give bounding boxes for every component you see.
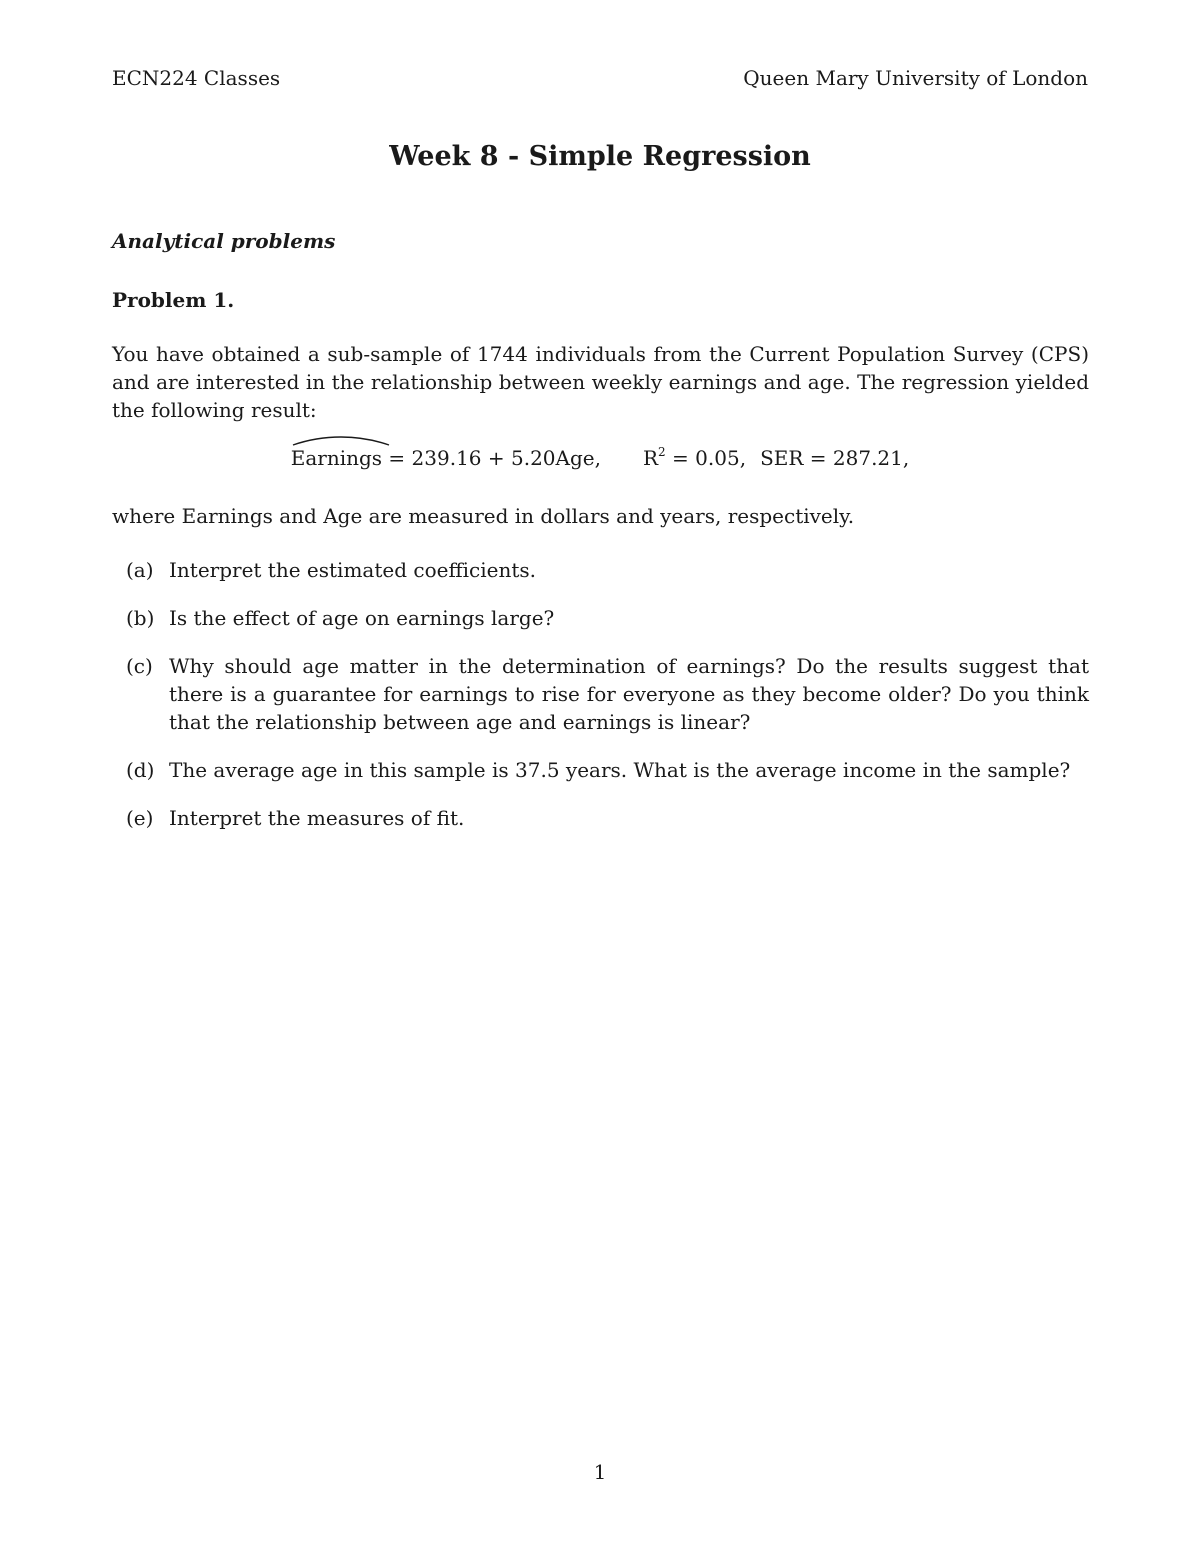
earnings-hat-variable: [291, 446, 382, 470]
problem-title: Problem 1.: [112, 288, 235, 312]
question-item: [112, 604, 1089, 632]
question-text: Is the effect of age on earnings large?: [169, 606, 555, 630]
question-text: Interpret the estimated coefficients.: [169, 558, 537, 582]
equation-rhs: = 239.16 + 5.20Age,: [382, 446, 601, 470]
question-label: (b): [126, 606, 155, 630]
r-squared-value: = 0.05,: [665, 446, 747, 470]
question-item: [112, 652, 1089, 736]
question-text: Interpret the measures of fit.: [169, 806, 465, 830]
question-label: (a): [126, 558, 154, 582]
question-item: [112, 756, 1089, 784]
regression-equation: [0, 446, 1200, 470]
r-squared-exponent: 2: [658, 445, 666, 459]
ser-value: SER = 287.21,: [760, 446, 910, 470]
section-title: Analytical problems: [112, 229, 336, 253]
question-label: (e): [126, 806, 154, 830]
problem-intro: You have obtained a sub-sample of 1744 individuals from the Current Population Survey (CPS) and are interested in the relationship between weekly earnings and age. The regression yielded the following result:: [112, 342, 1089, 422]
page-number: 1: [593, 1460, 607, 1484]
university-header: Queen Mary University of London: [743, 66, 1088, 90]
page-title: Week 8 - Simple Regression: [389, 141, 811, 172]
wide-hat-accent: [291, 436, 391, 446]
question-item: [112, 556, 1089, 584]
question-label: (c): [126, 654, 153, 678]
course-header: ECN224 Classes: [112, 66, 281, 90]
r-squared-label: R: [642, 446, 659, 470]
earnings-label: Earnings: [290, 446, 383, 470]
question-list: [112, 556, 1089, 852]
question-item: [112, 804, 1089, 832]
question-label: (d): [126, 758, 155, 782]
question-text: Why should age matter in the determination of earnings? Do the results suggest that there is a guarantee for earnings to rise for everyone as they become older? Do you think that the relationship between age and earnings is linear?: [169, 654, 1089, 734]
question-text: The average age in this sample is 37.5 years. What is the average income in the sample?: [169, 758, 1071, 782]
variable-note: where Earnings and Age are measured in dollars and years, respectively.: [112, 504, 855, 528]
